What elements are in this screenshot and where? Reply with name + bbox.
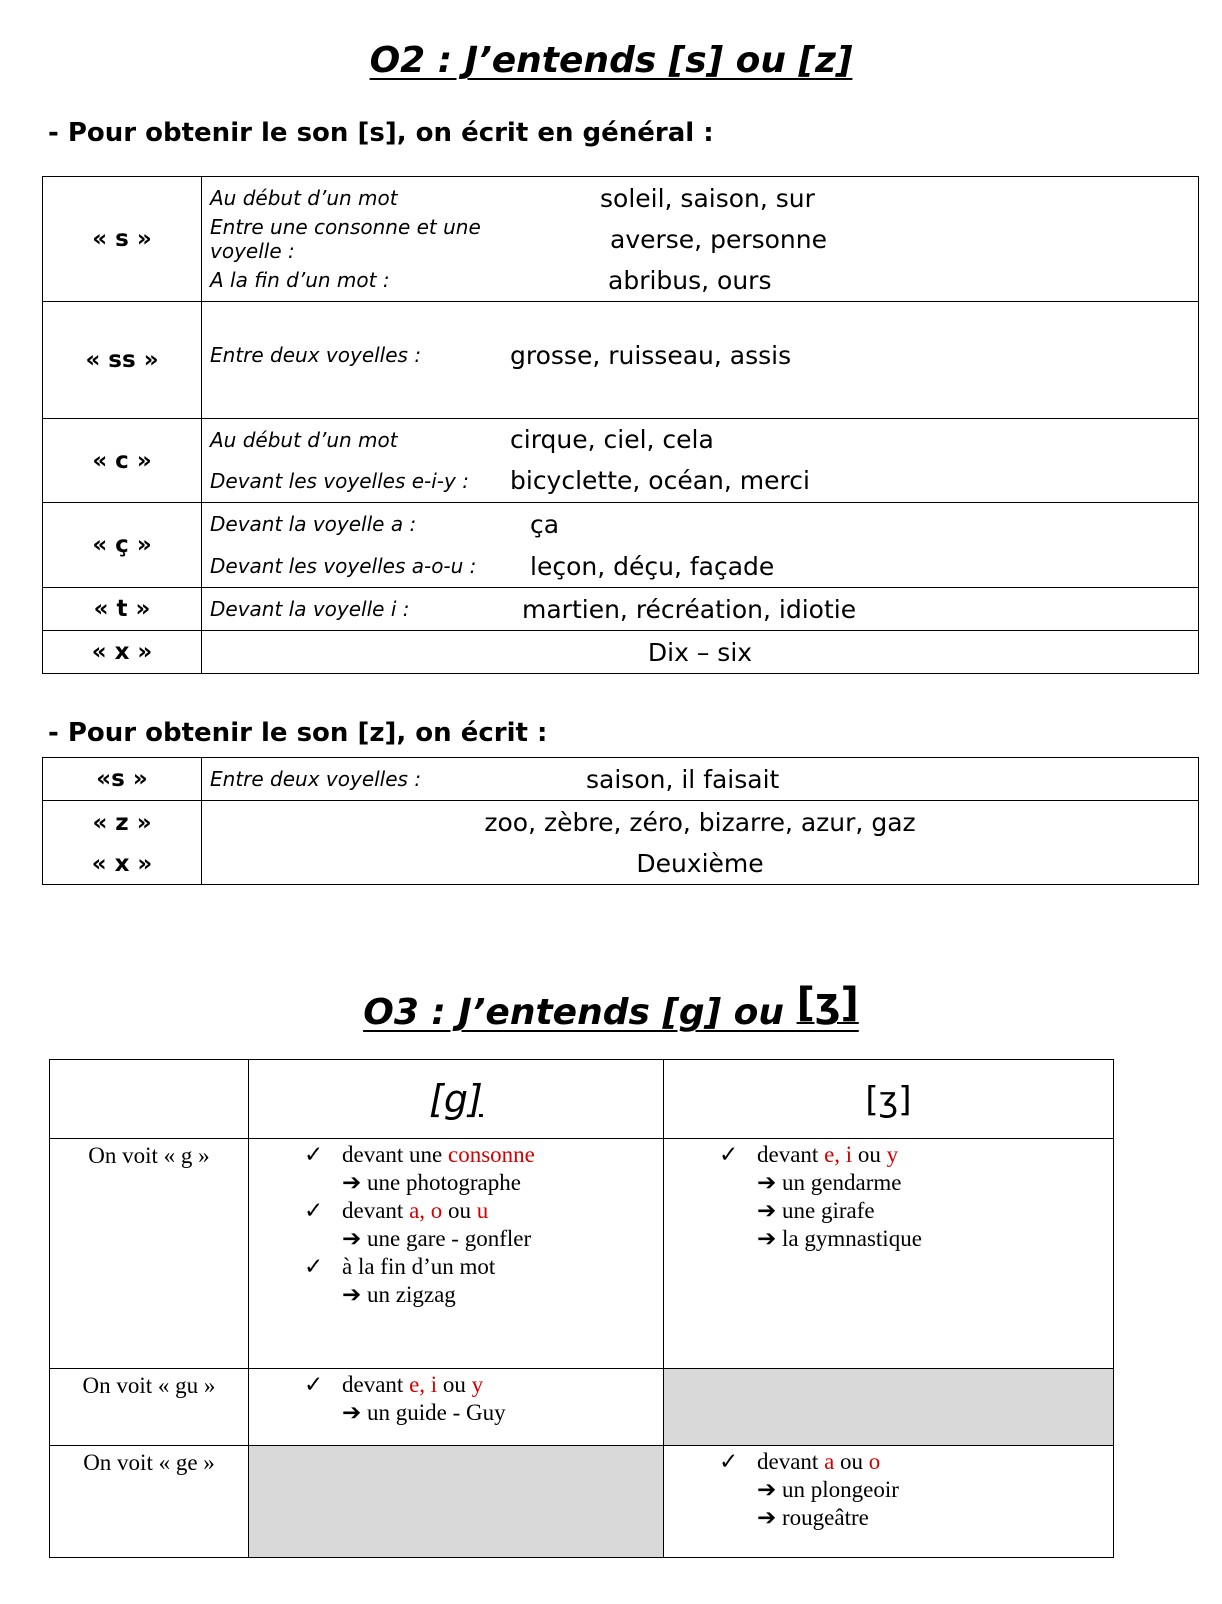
check-icon: ✓ bbox=[304, 1198, 324, 1223]
table-row bbox=[50, 1139, 1114, 1369]
table-row bbox=[50, 1446, 1114, 1558]
example-words: abribus, ours bbox=[608, 265, 772, 295]
table-row bbox=[43, 302, 1199, 419]
row-label: On voit « gu » bbox=[50, 1369, 249, 1446]
example-words: ➔ rougeâtre bbox=[757, 1505, 869, 1530]
page-title-s-z: O2 : J’entends [s] ou [z] bbox=[369, 40, 853, 81]
rule-text: Au début d’un mot bbox=[210, 186, 398, 210]
column-header-g: [g] bbox=[249, 1060, 664, 1139]
list-item: ✓ devant e, i ou y bbox=[719, 1142, 899, 1167]
row-label: On voit « ge » bbox=[50, 1446, 249, 1558]
example-words: ➔ un plongeoir bbox=[757, 1477, 899, 1502]
check-icon: ✓ bbox=[304, 1142, 324, 1167]
example-words: ça bbox=[530, 509, 560, 539]
table-son-s bbox=[42, 176, 1199, 674]
rule-text: Entre une consonne et une voyelle : bbox=[210, 215, 481, 263]
example-words: saison, il faisait bbox=[586, 764, 780, 794]
row-label: On voit « g » bbox=[50, 1139, 249, 1369]
list-item: ✓ devant e, i ou y bbox=[304, 1372, 484, 1397]
example-words: zoo, zèbre, zéro, bizarre, azur, gaz bbox=[484, 807, 916, 837]
example-words: grosse, ruisseau, assis bbox=[510, 340, 792, 370]
grapheme-label: « x » bbox=[43, 631, 202, 674]
rule-text: Devant la voyelle a : bbox=[210, 512, 417, 536]
example-words: Dix – six bbox=[202, 631, 1199, 674]
column-header-3: [ʒ] bbox=[664, 1060, 1114, 1139]
list-item: ✓ devant a, o ou u bbox=[304, 1198, 489, 1223]
empty-cell bbox=[249, 1446, 664, 1558]
example-words: ➔ un gendarme bbox=[757, 1170, 902, 1195]
check-icon: ✓ bbox=[719, 1142, 739, 1167]
empty-cell bbox=[664, 1369, 1114, 1446]
example-words: ➔ une girafe bbox=[757, 1198, 875, 1223]
table-son-g bbox=[49, 1059, 1114, 1558]
rule-text: Entre deux voyelles : bbox=[210, 343, 422, 367]
rule-text: A la fin d’un mot : bbox=[210, 268, 390, 292]
grapheme-label: « ç » bbox=[43, 503, 202, 588]
rule-text: Entre deux voyelles : bbox=[210, 767, 422, 791]
rule-text: Devant la voyelle i : bbox=[210, 597, 410, 621]
table-row bbox=[50, 1369, 1114, 1446]
check-icon: ✓ bbox=[304, 1372, 324, 1397]
example-words: averse, personne bbox=[610, 224, 827, 254]
grapheme-label: « x » bbox=[91, 850, 153, 877]
list-item: ✓ devant une consonne bbox=[304, 1142, 535, 1167]
heading-son-z: - Pour obtenir le son [z], on écrit : bbox=[48, 718, 548, 748]
table-row bbox=[43, 801, 1199, 885]
table-row bbox=[43, 503, 1199, 588]
example-words: ➔ une gare - gonfler bbox=[342, 1226, 532, 1251]
heading-son-s: - Pour obtenir le son [s], on écrit en général : bbox=[48, 118, 714, 148]
grapheme-label: « s » bbox=[43, 177, 202, 302]
example-words: ➔ la gymnastique bbox=[757, 1226, 922, 1251]
table-son-z bbox=[42, 757, 1199, 885]
grapheme-label: « t » bbox=[43, 588, 202, 631]
example-words: leçon, déçu, façade bbox=[530, 551, 775, 581]
example-words: cirque, ciel, cela bbox=[510, 425, 714, 454]
example-words: martien, récréation, idiotie bbox=[522, 594, 857, 624]
check-icon: ✓ bbox=[719, 1449, 739, 1474]
example-words: ➔ un guide - Guy bbox=[342, 1400, 506, 1425]
grapheme-label: « c » bbox=[43, 419, 202, 503]
table-row bbox=[43, 588, 1199, 631]
check-icon: ✓ bbox=[304, 1254, 324, 1279]
example-words: ➔ un zigzag bbox=[342, 1282, 456, 1307]
list-item: ✓ devant a ou o bbox=[719, 1449, 881, 1474]
example-words: ➔ une photographe bbox=[342, 1170, 521, 1195]
grapheme-label: « ss » bbox=[43, 302, 202, 419]
table-row bbox=[43, 758, 1199, 801]
list-item: ✓ à la fin d’un mot bbox=[304, 1254, 496, 1279]
example-words: bicyclette, océan, merci bbox=[510, 466, 810, 495]
rule-text: Au début d’un mot bbox=[210, 427, 398, 452]
rule-text: Devant les voyelles e-i-y : bbox=[210, 468, 469, 493]
grapheme-label: «s » bbox=[43, 758, 202, 801]
table-row bbox=[43, 177, 1199, 302]
example-words: Deuxième bbox=[636, 848, 764, 878]
rule-text: Devant les voyelles a-o-u : bbox=[210, 554, 477, 578]
table-row bbox=[50, 1060, 1114, 1139]
page-title-g-3: O3 : J’entends [g] ou [ʒ] bbox=[363, 980, 859, 1033]
grapheme-label: « z » bbox=[92, 809, 152, 836]
example-words: soleil, saison, sur bbox=[600, 183, 815, 213]
table-row bbox=[43, 631, 1199, 674]
table-row bbox=[43, 419, 1199, 503]
